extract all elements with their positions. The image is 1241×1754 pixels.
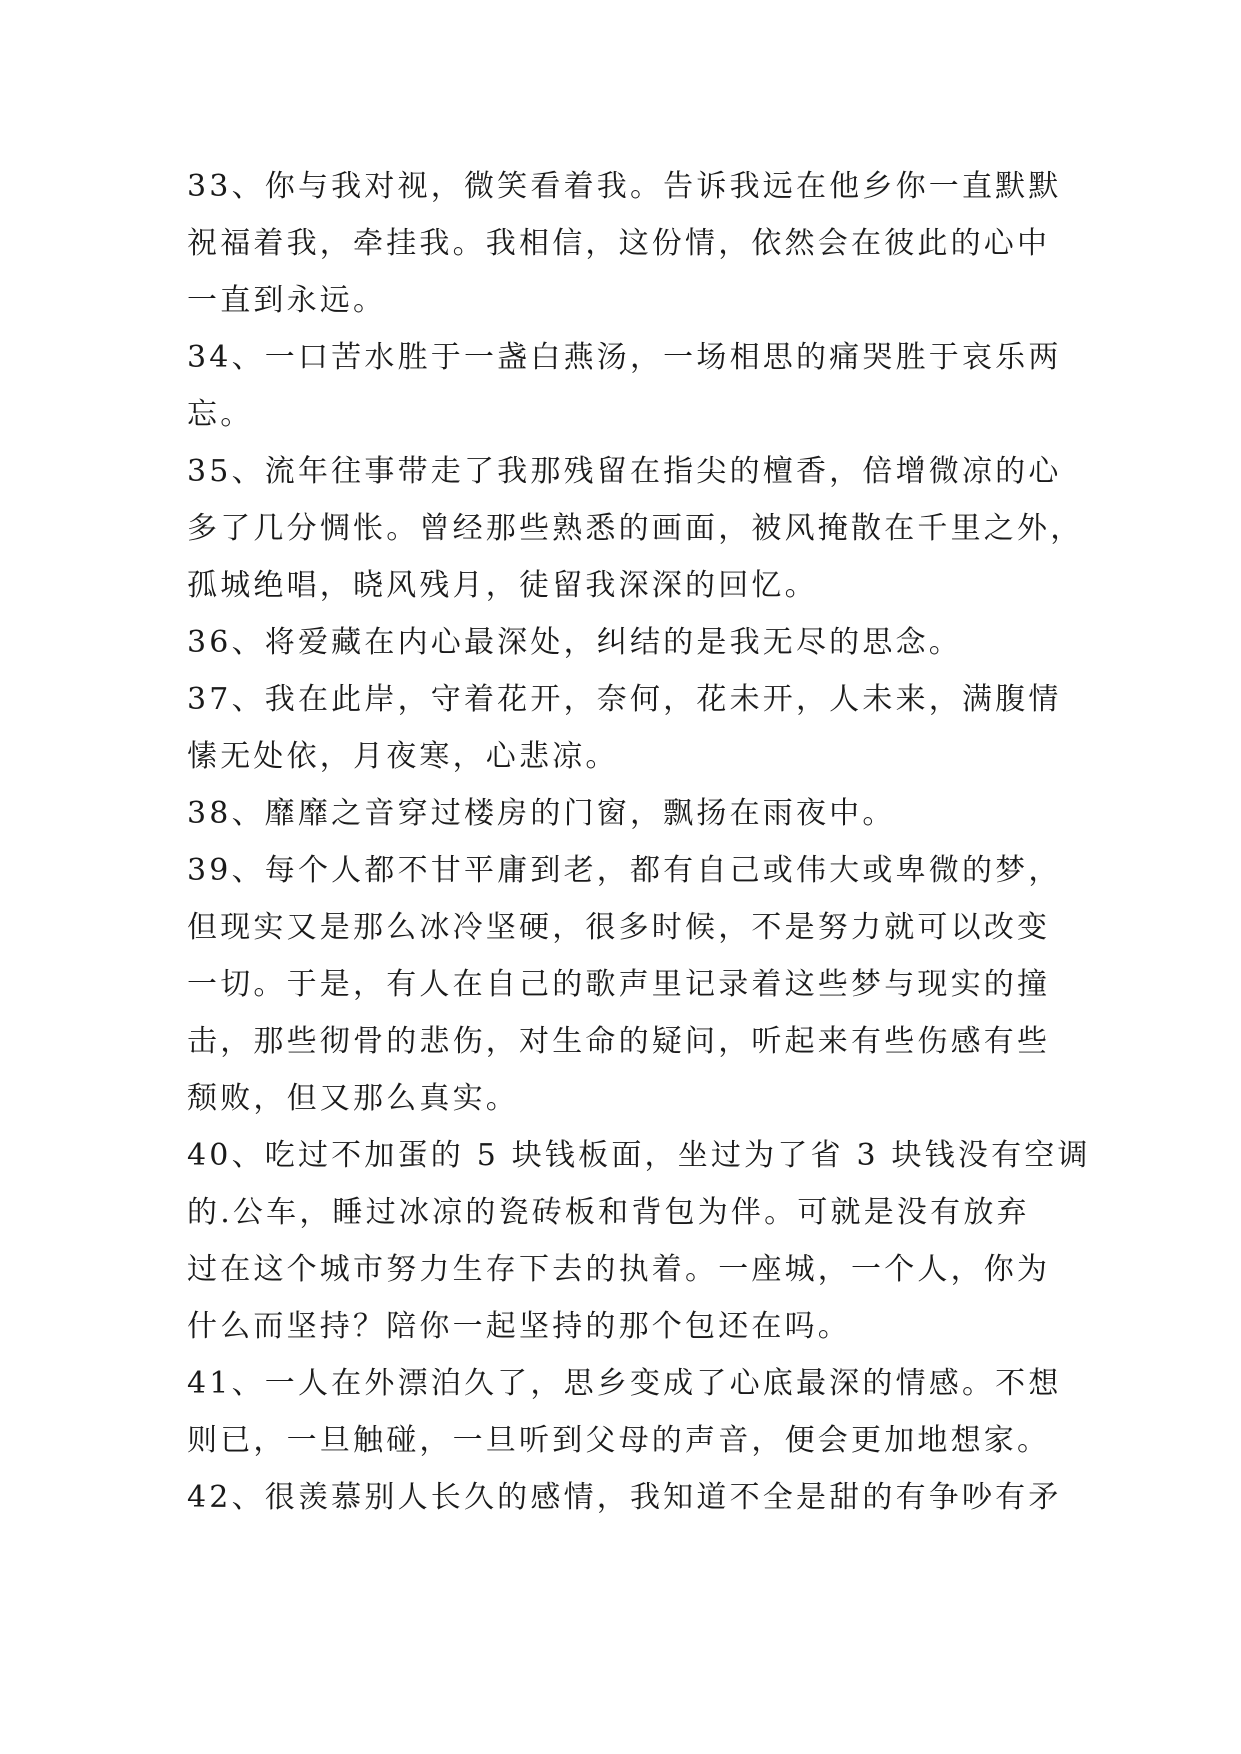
- text-line: 40、吃过不加蛋的 5 块钱板面，坐过为了省 3 块钱没有空调: [187, 1138, 1091, 1173]
- text-line: 孤城绝唱，晓风残月，徒留我深深的回忆。: [187, 568, 818, 603]
- document-body: [187, 158, 1091, 1526]
- text-line: 37、我在此岸，守着花开，奈何，花未开，人未来，满腹情: [187, 682, 1062, 717]
- text-line: 一直到永远。: [187, 283, 387, 318]
- text-line: 33、你与我对视，微笑看着我。告诉我远在他乡你一直默默: [187, 169, 1062, 204]
- text-line: 则已，一旦触碰，一旦听到父母的声音，便会更加地想家。: [187, 1423, 1051, 1458]
- text-line: 38、靡靡之音穿过楼房的门窗，飘扬在雨夜中。: [187, 796, 896, 831]
- text-line: 颓败，但又那么真实。: [187, 1081, 519, 1116]
- text-line: 42、很羡慕别人长久的感情，我知道不全是甜的有争吵有矛: [187, 1480, 1062, 1515]
- text-line: 35、流年往事带走了我那残留在指尖的檀香，倍增微凉的心: [187, 454, 1062, 489]
- text-line: 忘。: [187, 397, 254, 432]
- text-line: 一切。于是，有人在自己的歌声里记录着这些梦与现实的撞: [187, 967, 1051, 1002]
- text-line: 41、一人在外漂泊久了，思乡变成了心底最深的情感。不想: [187, 1366, 1062, 1401]
- text-line: 但现实又是那么冰冷坚硬，很多时候，不是努力就可以改变: [187, 910, 1051, 945]
- text-line: 祝福着我，牵挂我。我相信，这份情，依然会在彼此的心中: [187, 226, 1051, 261]
- text-line: 36、将爱藏在内心最深处，纠结的是我无尽的思念。: [187, 625, 962, 660]
- text-line: 39、每个人都不甘平庸到老，都有自己或伟大或卑微的梦，: [187, 853, 1062, 888]
- text-line: 过在这个城市努力生存下去的执着。一座城，一个人，你为: [187, 1252, 1051, 1287]
- text-line: 多了几分惆怅。曾经那些熟悉的画面，被风掩散在千里之外，: [187, 511, 1084, 546]
- text-line: 击，那些彻骨的悲伤，对生命的疑问，听起来有些伤感有些: [187, 1024, 1051, 1059]
- text-line: 愫无处依，月夜寒，心悲凉。: [187, 739, 619, 774]
- text-line: 的.公车，睡过冰凉的瓷砖板和背包为伴。可就是没有放弃: [187, 1195, 1030, 1230]
- text-line: 什么而坚持？陪你一起坚持的那个包还在吗。: [187, 1309, 851, 1344]
- text-line: 34、一口苦水胜于一盏白燕汤，一场相思的痛哭胜于哀乐两: [187, 340, 1062, 375]
